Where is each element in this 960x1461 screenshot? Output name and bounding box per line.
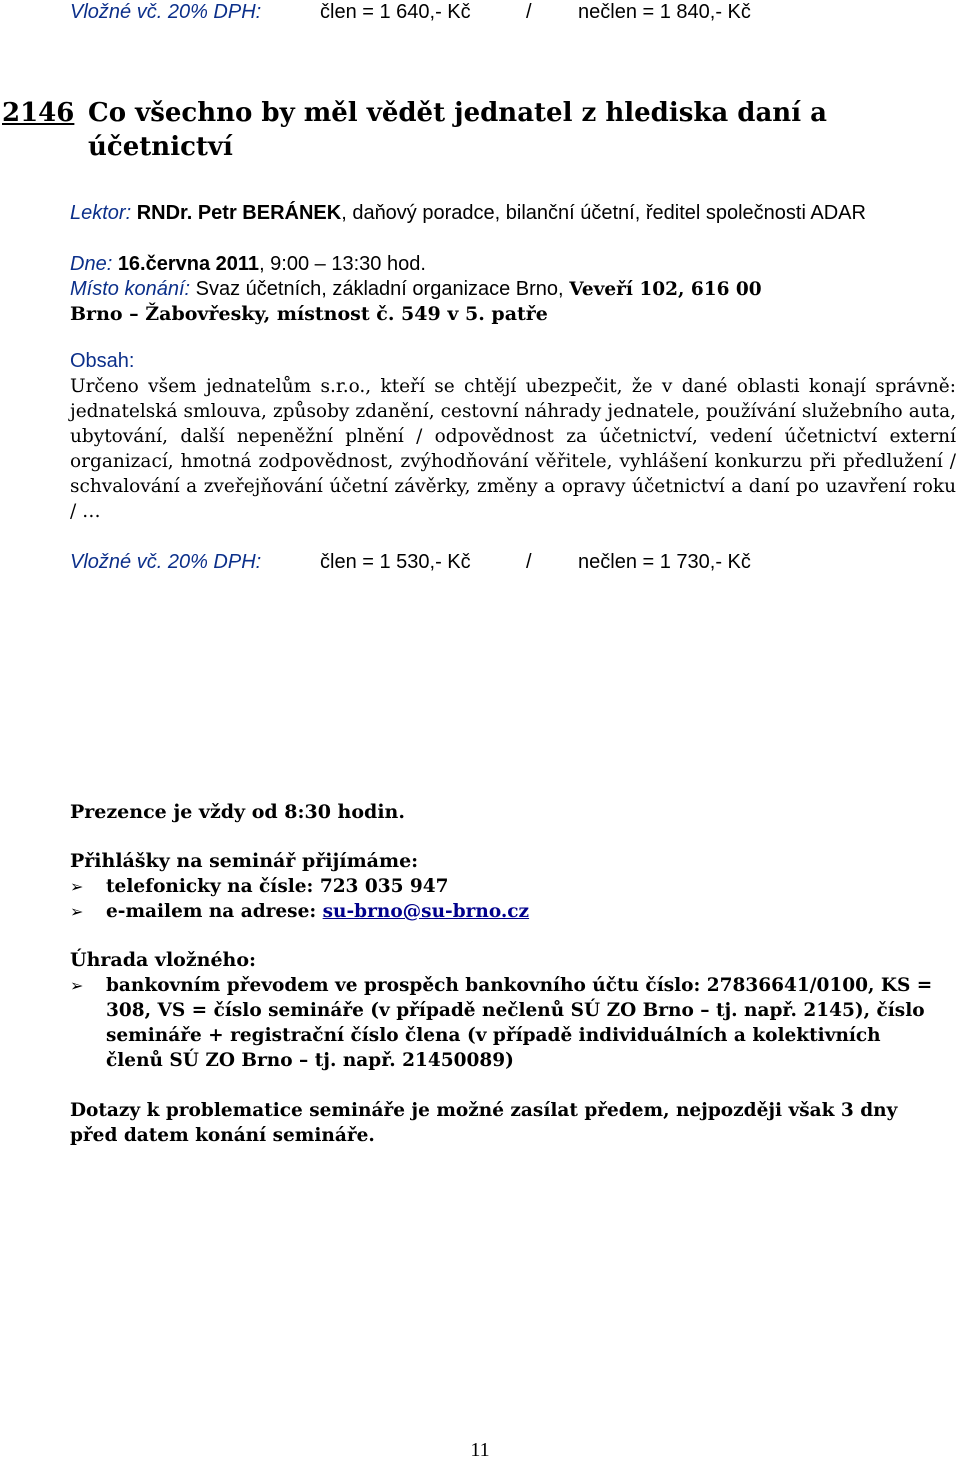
- arrowhead-bullet-icon: ➢: [70, 976, 84, 995]
- email-link[interactable]: su-brno@su-brno.cz: [322, 901, 530, 922]
- venue-address-1: Veveří 102, 616 00: [569, 279, 762, 300]
- fee-member: člen = 1 530,- Kč: [320, 551, 471, 573]
- list-item: [70, 899, 950, 924]
- arrowhead-bullet-icon: ➢: [70, 902, 84, 921]
- phone-contact: telefonicky na čísle: 723 035 947: [106, 876, 449, 897]
- venue-address-2: Brno – Žabovřesky, místnost č. 549 v 5. patře: [70, 303, 548, 325]
- content-label: Obsah:: [70, 350, 135, 372]
- fee-row-top: [70, 0, 950, 25]
- email-prefix: e-mailem na adrese:: [106, 901, 323, 922]
- lector-label: Lektor:: [70, 202, 132, 224]
- date-label: Dne:: [70, 253, 113, 275]
- registration-list: [70, 874, 950, 924]
- list-item: [70, 874, 950, 899]
- presence-note: Prezence je vždy od 8:30 hodin.: [70, 801, 405, 823]
- fee-row-bottom: [70, 550, 950, 575]
- page-number: 11: [470, 1439, 490, 1461]
- payment-text: bankovním převodem ve prospěch bankovního účtu číslo: 27836641/0100, KS = 308, VS = číslo semináře (v případě nečlenů SÚ ZO Brno – tj. např. 2145), číslo semináře + registrační číslo člena (v případě individuálních a kolektivních členů SÚ ZO Brno – tj. např. 21450089): [106, 975, 933, 1071]
- time-value: , 9:00 – 13:30 hod.: [259, 253, 426, 275]
- lector-line: [70, 201, 940, 226]
- payment-list: [70, 973, 942, 1073]
- fee-label: Vložné vč. 20% DPH:: [70, 551, 262, 573]
- fee-slash: /: [526, 551, 532, 573]
- date-value: 16.června 2011: [117, 253, 260, 275]
- seminar-title: Co všechno by měl vědět jednatel z hlediska daní a účetnictví: [88, 98, 827, 162]
- fee-member: člen = 1 640,- Kč: [320, 1, 471, 23]
- registration-heading: Přihlášky na seminář přijímáme:: [70, 850, 419, 872]
- questions-note: Dotazy k problematice semináře je možné zasílat předem, nejpozději však 3 dny před datem konání semináře.: [70, 1100, 898, 1146]
- content-text: Určeno všem jednatelům s.r.o., kteří se chtějí ubezpečit, že v dané oblasti konají správně: jednatelská smlouva, způsoby zdanění, cestovní náhrady jednatele, používání služebního auta, ubytování, další nepeněžní plnění / odpovědnost za účetnictví, vedení účetnictví externí organizací, hmotná zodpovědnost, zvýhodňování věřitele, vyhlášení konkurzu při předlužení / schvalování a zveřejňování účetní závěrky, změny a opravy účetnictví a daní po uzavření roku / …: [70, 376, 956, 522]
- venue-line: [70, 277, 762, 302]
- fee-nonmember: nečlen = 1 840,- Kč: [578, 1, 751, 23]
- fee-slash: /: [526, 1, 532, 23]
- list-item: [70, 973, 942, 1073]
- venue-label: Místo konání:: [70, 278, 191, 300]
- seminar-number: 2146: [2, 98, 75, 128]
- date-line: [70, 252, 426, 277]
- arrowhead-bullet-icon: ➢: [70, 877, 84, 896]
- lector-role: , daňový poradce, bilanční účetní, ředitel společnosti ADAR: [341, 202, 866, 224]
- fee-label: Vložné vč. 20% DPH:: [70, 1, 262, 23]
- venue-text: Svaz účetních, základní organizace Brno,: [195, 278, 564, 300]
- lector-name: RNDr. Petr BERÁNEK: [136, 202, 342, 224]
- payment-heading: Úhrada vložného:: [70, 949, 257, 971]
- fee-nonmember: nečlen = 1 730,- Kč: [578, 551, 751, 573]
